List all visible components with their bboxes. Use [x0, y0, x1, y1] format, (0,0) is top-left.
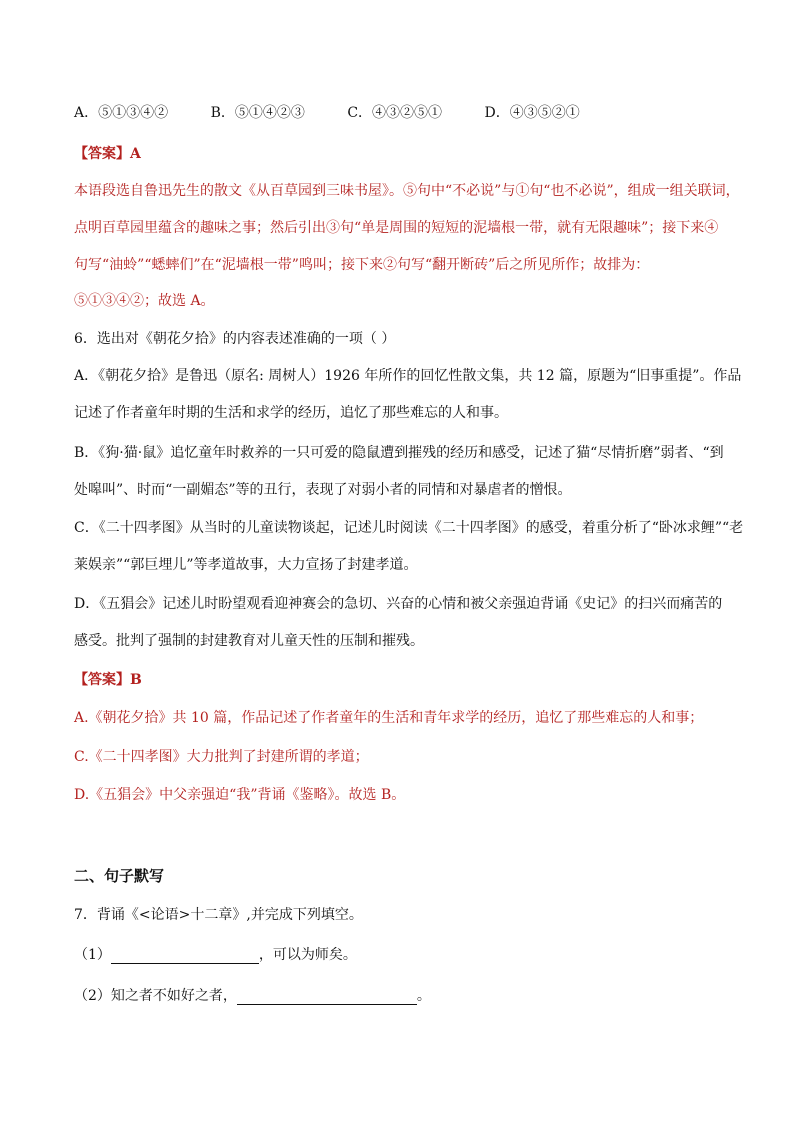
q7-blank-1-suffix: ，可以为师矣。: [258, 947, 357, 963]
q5-explanation-line: 点明百草园里蕴含的趣味之事；然后引出③句“单是周围的短短的泥墙根一带，就有无限趣味”；接下来④: [74, 220, 719, 236]
q5-answer-label: 【答案】A: [74, 146, 141, 162]
q7-blank-2-prefix: （2）知之者不如好之者，: [74, 988, 237, 1004]
q6-option-d-line1: D．《五猖会》记述儿时盼望观看迎神赛会的急切、兴奋的心情和被父亲强迫背诵《史记》的扫兴而痛苦的: [74, 596, 723, 612]
q6-stem: 6．选出对《朝花夕拾》的内容表述准确的一项（ ）: [74, 331, 396, 347]
q6-explanation-line: D.《五猖会》中父亲强迫“我”背诵《鉴略》。故选 B。: [74, 787, 406, 803]
q7-blank-2-row: [74, 987, 431, 1005]
q5-explanation-line: ⑤①③④②；故选 A。: [74, 293, 215, 309]
q6-answer-label: 【答案】B: [74, 672, 142, 688]
q5-option-c: C．④③②⑤①: [347, 105, 443, 121]
q6-option-b-line1: B．《狗·猫·鼠》追忆童年时救养的一只可爱的隐鼠遭到摧残的经历和感受，记述了猫“尽情折磨”弱者、“到: [74, 445, 724, 461]
q5-explanation-line: 本语段选自鲁迅先生的散文《从百草园到三味书屋》。⑤句中“不必说”与①句“也不必说”，组成一组关联词，: [74, 183, 740, 199]
q7-stem: 7．背诵《<论语>十二章》,并完成下列填空。: [74, 907, 363, 923]
section-title: 二、句子默写: [74, 867, 165, 885]
q7-blank-2[interactable]: [237, 990, 417, 1005]
q5-options-row: [74, 104, 618, 122]
q5-option-b: B．⑤①④②③: [210, 105, 305, 121]
q6-option-b-line2: 处嗥叫”、时而“一副媚态”等的丑行，表现了对弱小者的同情和对暴虐者的憎恨。: [74, 482, 572, 498]
q5-option-d: D．④③⑤②①: [484, 105, 580, 121]
q6-option-d-line2: 感受。批判了强制的封建教育对儿童天性的压制和摧残。: [74, 633, 424, 649]
q6-explanation-line: C.《二十四孝图》大力批判了封建所谓的孝道；: [74, 749, 369, 765]
q7-blank-1-row: [74, 946, 357, 964]
q5-explanation-line: 句写“油蛉”“蟋蟀们”在“泥墙根一带”鸣叫；接下来②句写“翻开断砖”后之所见所作；故排为：: [74, 257, 650, 273]
q7-blank-1[interactable]: [111, 949, 259, 964]
q7-blank-1-prefix: （1）: [74, 947, 111, 963]
q6-option-c-line1: C．《二十四孝图》从当时的儿童读物谈起，记述儿时阅读《二十四孝图》的感受，着重分析了“卧冰求鲤”“老: [74, 520, 744, 536]
q6-explanation-line: A.《朝花夕拾》共 10 篇，作品记述了作者童年的生活和青年求学的经历，追忆了那些难忘的人和事；: [74, 710, 704, 726]
q6-option-a-line1: A．《朝花夕拾》是鲁迅（原名: 周树人）1926 年所作的回忆性散文集，共 12 篇，原题为“旧事重提”。作品: [74, 368, 742, 384]
q6-option-c-line2: 莱娱亲”“郭巨埋儿”等孝道故事，大力宣扬了封建孝道。: [74, 557, 418, 573]
q7-blank-2-suffix: 。: [416, 988, 431, 1004]
q5-option-a: A．⑤①③④②: [74, 105, 169, 121]
q6-option-a-line2: 记述了作者童年时期的生活和求学的经历，追忆了那些难忘的人和事。: [74, 405, 508, 421]
